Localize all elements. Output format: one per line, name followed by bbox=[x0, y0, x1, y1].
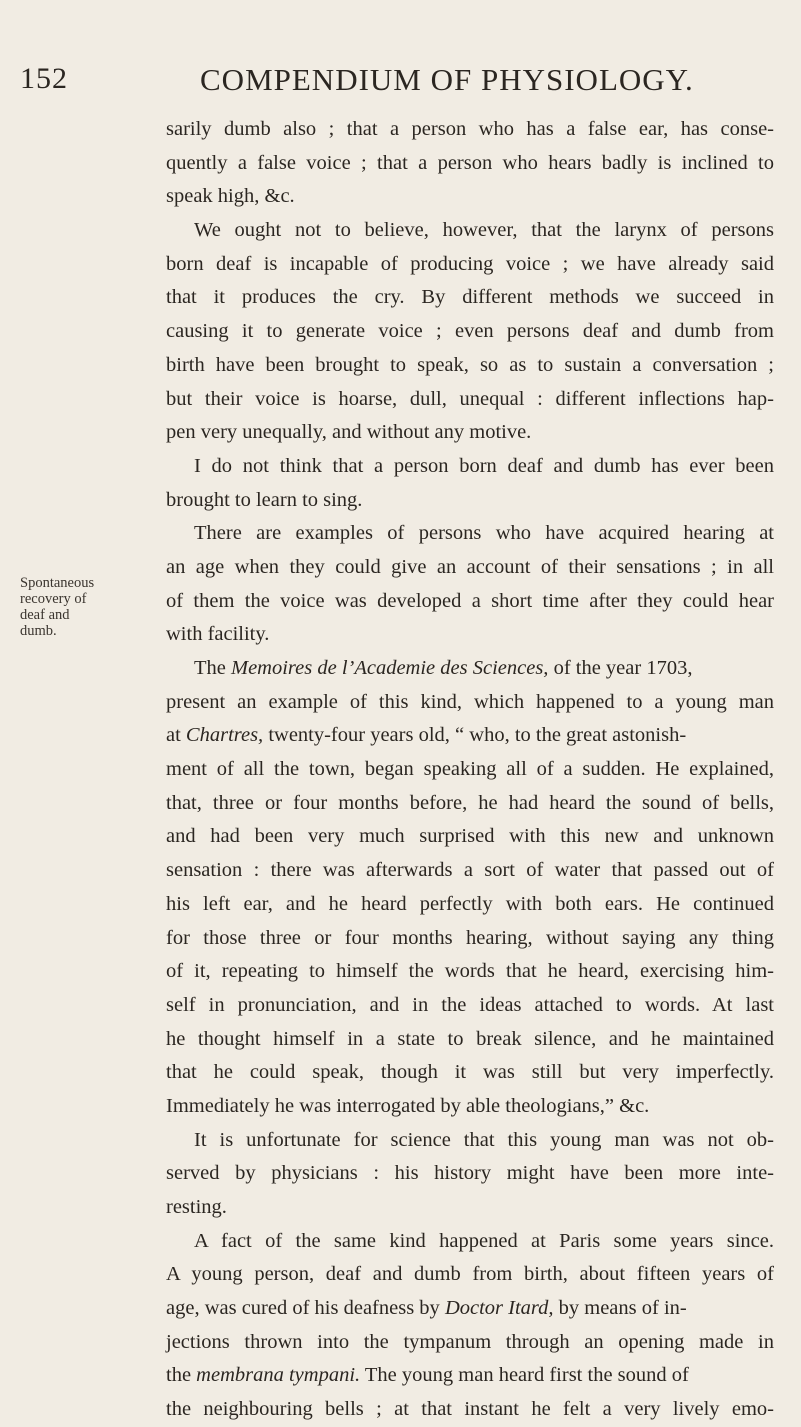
text-line: I do not think that a person born deaf and dumb has ever been bbox=[194, 454, 774, 477]
page-header bbox=[0, 62, 801, 106]
text-line: that it produces the cry. By different methods we succeed in bbox=[166, 286, 774, 309]
text-line: There are examples of persons who have acquired hearing at bbox=[194, 522, 774, 545]
text-line: and had been very much surprised with this new and unknown bbox=[166, 825, 774, 848]
text-line: causing it to generate voice ; even persons deaf and dumb from bbox=[166, 320, 774, 343]
text-line: served by physicians : his history might have been more inte- bbox=[166, 1162, 774, 1185]
text-line: with facility. bbox=[166, 623, 270, 646]
page-number: 152 bbox=[20, 62, 68, 95]
text-line: his left ear, and he heard perfectly with both ears. He continued bbox=[166, 892, 774, 915]
text-line: he thought himself in a state to break silence, and he maintained bbox=[166, 1027, 774, 1050]
text-line: but their voice is hoarse, dull, unequal : different inflections hap- bbox=[166, 387, 774, 410]
line-segment-italic: Chartres, bbox=[185, 724, 264, 747]
line-segment: The young man heard first the sound of bbox=[360, 1364, 689, 1387]
line-segment: The bbox=[194, 657, 231, 679]
text-line: the neighbouring bells ; at that instant he felt a very lively emo- bbox=[166, 1398, 774, 1421]
text-line: quently a false voice ; that a person who hears badly is inclined to bbox=[166, 151, 774, 174]
text-line: A young person, deaf and dumb from birth, about fifteen years of bbox=[166, 1263, 774, 1286]
text-line: of it, repeating to himself the words that he heard, exercising him- bbox=[166, 960, 774, 983]
text-line: resting. bbox=[166, 1196, 227, 1218]
margin-note-line: Spontaneous bbox=[20, 575, 95, 591]
line-segment: the bbox=[166, 1364, 197, 1387]
text-line: sarily dumb also ; that a person who has a false ear, has conse- bbox=[166, 118, 774, 140]
text-line bbox=[166, 652, 774, 686]
text-line: birth have been brought to speak, so as to sustain a conversation ; bbox=[166, 353, 774, 376]
margin-note-line: recovery of bbox=[20, 591, 87, 607]
text-line bbox=[166, 1359, 774, 1393]
line-segment: age, was cured of his deafness by bbox=[166, 1297, 445, 1320]
text-line: present an example of this kind, which happened to a young man bbox=[166, 690, 774, 713]
text-line: that he could speak, though it was still but very imperfectly. bbox=[166, 1061, 774, 1084]
text-line: Immediately he was interrogated by able theologians,” &c. bbox=[166, 1094, 650, 1117]
running-title: COMPENDIUM OF PHYSIOLOGY. bbox=[200, 62, 694, 97]
text-line bbox=[166, 1292, 774, 1326]
margin-note bbox=[20, 575, 140, 639]
text-line: ment of all the town, began speaking all of a sudden. He explained, bbox=[166, 758, 774, 781]
line-segment-italic: Doctor Itard, bbox=[444, 1297, 554, 1320]
line-segment: twenty-four years old, “ who, to the great astonish- bbox=[263, 724, 687, 747]
line-segment: of the year 1703, bbox=[548, 657, 693, 679]
text-line: A fact of the same kind happened at Paris some years since. bbox=[194, 1229, 774, 1252]
text-line: self in pronunciation, and in the ideas attached to words. At last bbox=[166, 993, 774, 1016]
text-line: brought to learn to sing. bbox=[166, 488, 363, 511]
line-segment: at bbox=[166, 724, 186, 747]
text-line: that, three or four months before, he had heard the sound of bells, bbox=[166, 791, 774, 814]
text-line: pen very unequally, and without any motive. bbox=[166, 421, 532, 444]
margin-note-line: dumb. bbox=[20, 623, 57, 639]
line-segment-italic: membrana tympani. bbox=[196, 1364, 361, 1387]
line-segment: by means of in- bbox=[553, 1297, 687, 1320]
text-line bbox=[166, 719, 774, 753]
text-line: for those three or four months hearing, without saying any thing bbox=[166, 926, 774, 949]
text-line: jections thrown into the tympanum through an opening made in bbox=[166, 1330, 774, 1353]
text-line: an age when they could give an account of their sensations ; in all bbox=[166, 555, 774, 578]
body-text bbox=[166, 113, 774, 1427]
text-line: It is unfortunate for science that this young man was not ob- bbox=[194, 1128, 774, 1151]
text-line: born deaf is incapable of producing voice ; we have already said bbox=[166, 252, 774, 275]
margin-note-line: deaf and bbox=[20, 607, 70, 623]
text-line: We ought not to believe, however, that the larynx of persons bbox=[194, 219, 774, 242]
text-line: sensation : there was afterwards a sort of water that passed out of bbox=[166, 859, 774, 882]
line-segment-italic: Memoires de l’Academie des Sciences, bbox=[231, 657, 549, 679]
text-line: speak high, &c. bbox=[166, 185, 295, 208]
text-line: of them the voice was developed a short time after they could hear bbox=[166, 589, 774, 612]
